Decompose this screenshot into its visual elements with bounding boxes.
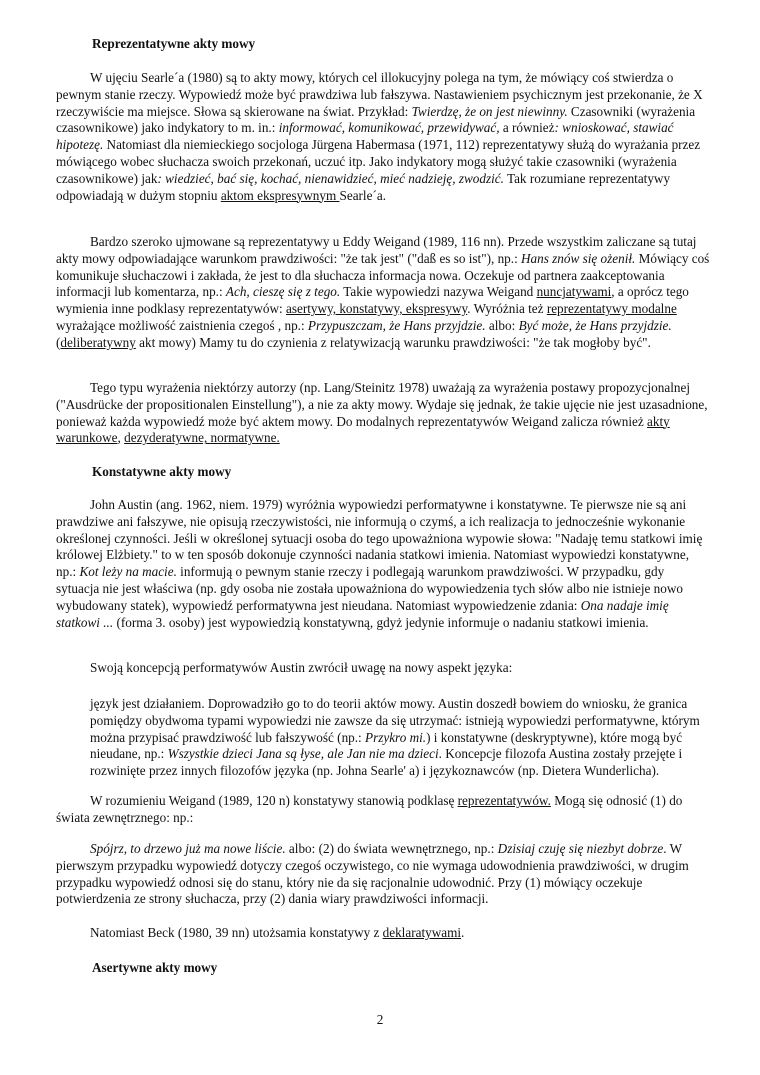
text: Tego typu wyrażenia niektórzy autorzy (np. Lang/Steinitz 1978) uważają za wyrażenia postawy propozycjonalnej ("Ausdrücke der propositionalen Einstellung"), a nie za akty mowy. Wydaje się jednak, że takie ujęcie nie jest uzasadnione, ponieważ każda wypowiedź może być aktem mowy. Do modalnych reprezentatywów Weigand zalicza również [56,380,708,429]
text: Natomiast dla niemieckiego socjologa Jürgena Habermasa (1971, 112) reprezentatywy służą do wyrażania przez mówiącego wobec słuchacza swoich przekonań, uczuć itp. Jako indykatory mogą służyć takie czasowniki (wyrażenia czasownikowe) jak [56,137,701,186]
text: język jest działaniem. Doprowadziło go to do teorii aktów mowy. Austin doszedł bowiem do wniosku, że granica pomiędzy obydwoma typami wypowiedzi nie zawsze da się utrzymać: istnieją wypowiedzi performatywne, którym można przypisać prawdziwość lub fałszywość (np.: [90,696,700,745]
link-reprezentatywow[interactable]: reprezentatywów. [457,793,551,808]
link-aktom-ekspresywnym[interactable]: aktom ekspresywnym [220,187,340,203]
example-text: Kot leży na macie. [79,564,177,580]
text: informują o pewnym stanie rzeczy i podlegają warunkom prawdziwości. W przypadku, gdy sytuacja nie jest właściwa (np. gdy osoba nie została upoważniona do wypowiedzenia tych słów albo nie istnieje nowo wybudowany statek), wypowiedź performatywna jest nieudana. Natomiast wypowiedzenie zdania: [56,564,683,613]
text: Czasowniki (wyrażenia czasownikowe) jako indykatory to m. in.: [56,103,696,136]
link-deliberatywny[interactable]: deliberatywny [60,334,136,350]
text: . [461,925,465,940]
text: W ujęciu Searle´a (1980) są to akty mowy, których cel illokucyjny polega na tym, że mówiący coś stwierdza o pewnym stanie rzeczy. Wypowiedź może być prawdziwa lub fałszywa. Nastawieniem psychicznym jest przekonanie, że X rzeczywiście ma miejsce. Słowa są skierowane na świat. Przykład: [56,70,703,119]
text: Natomiast Beck (1980, 39 nn) utożsamia konstatywy z [90,925,383,940]
paragraph-austin [56,497,710,631]
text: (forma 3. osoby) jest wypowiedzią konstatywną, gdyż jedynie informuje o nadaniu statkowi imienia. [113,614,649,630]
text: wyrażające możliwość zaistnienia czegoś , np.: [56,317,308,333]
paragraph-weigand [56,234,710,352]
text: albo: [485,317,519,333]
paragraph-przyklady [56,841,710,908]
heading-konstatywne: Konstatywne akty mowy [92,464,232,479]
link-asertywy[interactable]: asertywy, konstatywy, ekspresywy [285,301,468,317]
example-text: informować, komunikować, przewidywać, [278,120,500,136]
text: W rozumieniu Weigand (1989, 120 n) konstatywy stanowią podklasę [90,793,458,808]
text: Takie wypowiedzi nazywa Weigand [340,284,537,300]
paragraph-koncepcja: Swoją koncepcją performatywów Austin zwrócił uwagę na nowy aspekt języka: [90,660,513,675]
example-text: Przykro mi. [365,729,427,745]
text: John Austin (ang. 1962, niem. 1979) wyróżnia wypowiedzi performatywne i konstatywne. Te pierwsze nie są ani prawdziwe ani fałszywe, nie opisują rzeczywistości, nie informują o czymś, a ich realizacja to jednocześnie wykonanie określonej czynności. Jeśli w określonej sytuacji osoba do tego upoważniona wypowie słowa: "Nadaję temu statkowi imię królowej Elżbiety." to w ten sposób dokonuje czynności nadania statkowi imienia. Natomiast wypowiedzi konstatywne, np.: [56,497,703,580]
text: . W pierwszym przypadku wypowiedź dotyczy czegoś oczywistego, co nie wymaga udowodnienia prawdziwości, w drugim przypadku wypowiedź odnosi się do stanu, który nie da się racjonalnie udowodnić. Przy (1) mówiący oczekuje potwierdzenia ze strony słuchacza, przy (2) dania wiary prawdziwości informacji. [56,841,689,907]
example-text: Ach, cieszę się z tego. [225,284,341,300]
paragraph-modalne [56,380,710,447]
example-text: Wszystkie dzieci Jana są łyse, ale Jan nie ma dzieci [167,746,439,762]
text: a również [499,120,555,136]
text: . Wyróżnia też [467,301,547,317]
text: ( [56,334,61,350]
heading-asertywne: Asertywne akty mowy [92,960,218,975]
link-nuncjatywami[interactable]: nuncjatywami [536,284,612,300]
text: Mówiący coś komunikuje słuchaczowi i zakłada, że jest to dla słuchacza informacja nowa. Oczekuje od partnera zaakceptowania informacji lub komentarza, np.: [56,250,710,300]
link-reprezentatywy-modalne[interactable]: reprezentatywy modalne [546,301,677,317]
example-text: Być może, że Hans przyjdzie. [518,317,672,333]
text: ) i konstatywne (deskryptywne), które mogą być nieudane, np.: [90,729,683,762]
text: , a oprócz tego wymienia inne podklasy reprezentatywów: [56,284,689,317]
text: Searle´a. [339,187,386,203]
example-text: : wiedzieć, bać się, kochać, nienawidzieć, mieć nadzieję, zwodzić. [157,170,504,186]
example-text: Twierdzę, że on jest niewinny. [411,103,568,119]
text: . Koncepcje filozofa Austina zostały przejęte i rozwinięte przez innych filozofów języka (np. Johna Searle' a) i językoznawców (np. Dietera Wunderlicha). [90,746,683,779]
example-text: : wnioskować, stawiać hipotezę. [56,120,674,153]
link-dezyderatywne[interactable]: dezyderatywne, normatywne. [124,430,280,446]
text: albo: (2) do świata wewnętrznego, np.: [285,841,498,856]
example-text: Dzisiaj czuję się niezbyt dobrze [497,841,664,856]
link-deklaratywami[interactable]: deklaratywami [382,925,461,940]
example-text: Spójrz, to drzewo już ma nowe liście. [90,841,286,856]
text: Bardzo szeroko ujmowane są reprezentatywy u Eddy Weigand (1989, 116 nn). Przede wszystkim zaliczane są tutaj akty mowy odpowiadające warunkom prawdziwości: "że tak jest" ("daß es so ist"), np.: [56,234,697,266]
paragraph-searle [56,70,710,204]
paragraph-dzialanie [90,696,710,780]
page-number: 2 [376,1012,384,1027]
link-akty-warunkowe[interactable]: akty warunkowe [56,413,670,446]
text: , [117,430,125,446]
example-text: Przypuszczam, że Hans przyjdzie. [307,317,486,333]
example-text: Ona nadaje imię statkowi ... [56,597,669,630]
text: Mogą się odnosić (1) do świata zewnętrznego: np.: [56,793,683,825]
text: akt mowy) Mamy tu do czynienia z relatywizacją warunku prawdziwości: "że tak mogłoby być". [135,334,651,350]
paragraph-beck [56,925,710,942]
example-text: Hans znów się ożenił. [521,250,636,266]
text: Tak rozumiane reprezentatywy odpowiadają w dużym stopniu [56,170,671,203]
paragraph-weigand-konstatywy [56,793,710,827]
heading-reprezentatywne: Reprezentatywne akty mowy [92,36,256,51]
